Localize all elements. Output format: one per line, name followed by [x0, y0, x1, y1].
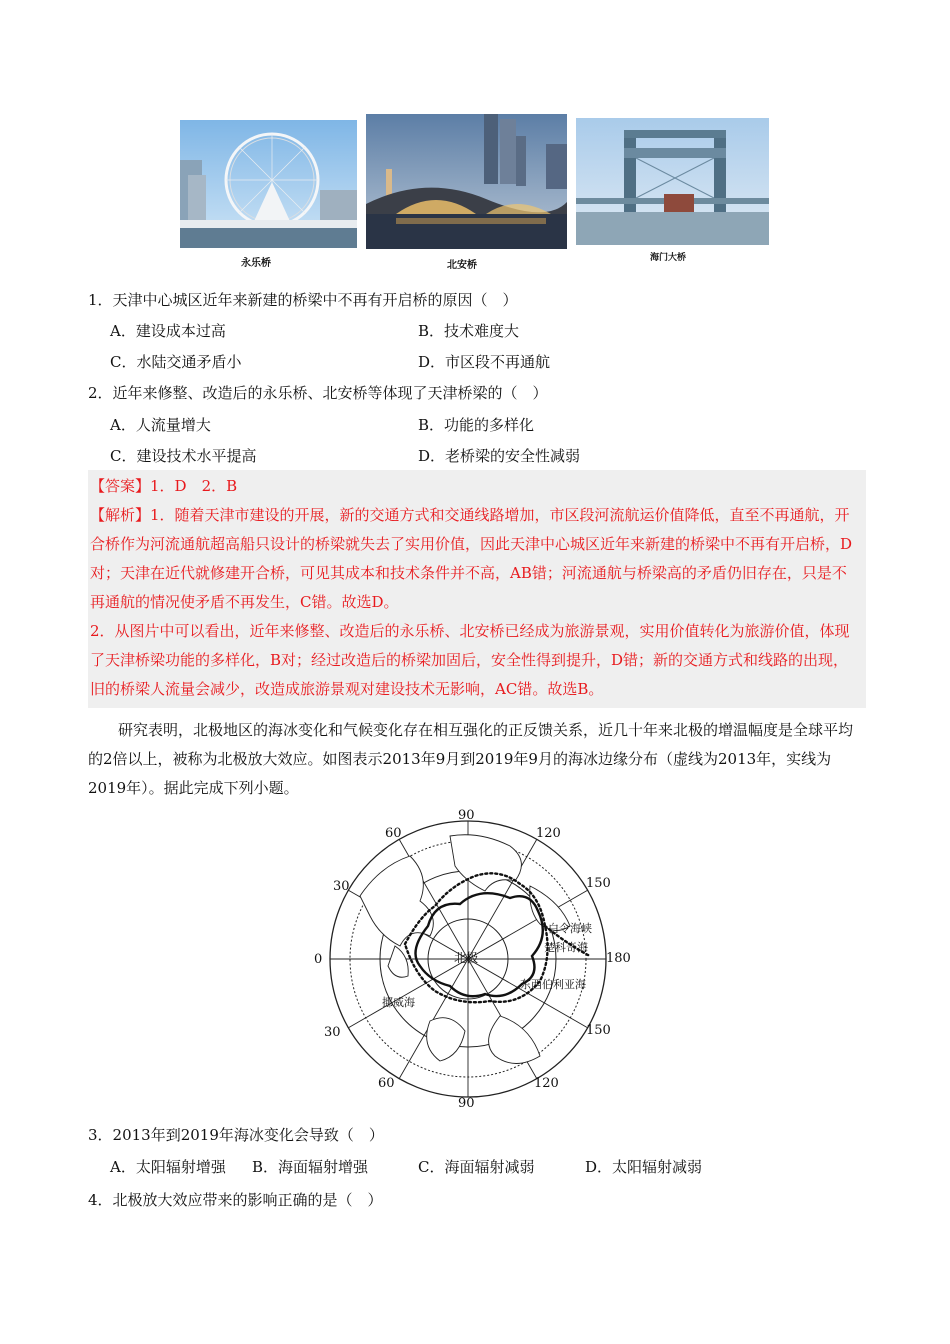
- map-label-0-left: 0: [314, 952, 323, 967]
- question-3-option-a: A．太阳辐射增强: [110, 1158, 226, 1176]
- question-1-option-c: C．水陆交通矛盾小: [110, 353, 242, 371]
- map-label-90-top: 90: [458, 808, 475, 823]
- question-3-stem: 3．2013年到2019年海冰变化会导致（ ）: [88, 1126, 384, 1144]
- map-label-siberian: 东西伯利亚海: [520, 978, 586, 991]
- photo-caption: 海门大桥: [650, 253, 687, 263]
- question-1-option-d: D．市区段不再通航: [418, 353, 551, 371]
- map-label-bering: 白令海峡: [548, 922, 592, 935]
- photo-caption: 北安桥: [447, 260, 477, 271]
- question-3-option-d: D．太阳辐射减弱: [585, 1158, 703, 1176]
- photo-haimen-bridge: [576, 118, 769, 245]
- map-label-60-tl: 60: [385, 826, 402, 841]
- question-2-option-c: C．建设技术水平提高: [110, 447, 257, 465]
- analysis-1: 【解析】1．随着天津市建设的开展，新的交通方式和交通线路增加，市区段河流航运价值降低，直至不再通航，开合桥作为河流通航超高船只设计的桥梁就失去了实用价值，因此天津中心城区近年来新建的桥梁中不再有开启桥，D对；天津在近代就修建开合桥，可见其成本和技术条件并不高，AB错；河流通航与桥梁高的矛盾仍旧存在，只是不再通航的情况使矛盾不再发生，C错。故选D。: [90, 506, 853, 611]
- arctic-sea-ice-map: [300, 806, 640, 1116]
- answer-line: 【答案】1．D 2．B: [90, 477, 238, 495]
- question-1-option-a: A．建设成本过高: [110, 322, 226, 340]
- map-label-120-tr: 120: [536, 826, 561, 841]
- photo-caption: 永乐桥: [241, 258, 271, 269]
- question-4-stem: 4．北极放大效应带来的影响正确的是（ ）: [88, 1191, 383, 1209]
- analysis-2: 2．从图片中可以看出，近年来修整、改造后的永乐桥、北安桥已经成为旅游景观，实用价值转化为旅游价值，体现了天津桥梁功能的多样化，B对；经过改造后的桥梁加固后，安全性得到提升，D错；新的交通方式和线路的出现，旧的桥梁人流量会减少，改造成旅游景观对建设技术无影响，AC错。故选B。: [90, 622, 850, 698]
- map-label-norway: 挪威海: [382, 996, 415, 1009]
- map-label-90-bottom: 90: [458, 1096, 475, 1111]
- question-3-option-c: C．海面辐射减弱: [418, 1158, 535, 1176]
- intro-paragraph: 研究表明，北极地区的海冰变化和气候变化存在相互强化的正反馈关系，近几十年来北极的增温幅度是全球平均的2倍以上，被称为北极放大效应。如图表示2013年9月到2019年9月的海冰边缘分布（虚线为2013年，实线为2019年）。据此完成下列小题。: [88, 721, 854, 797]
- map-label-150-br: 150: [586, 1023, 611, 1038]
- question-2-option-a: A．人流量增大: [110, 416, 211, 434]
- answer-block: [88, 470, 866, 708]
- question-1-stem: 1．天津中心城区近年来新建的桥梁中不再有开启桥的原因（ ）: [88, 291, 518, 309]
- photo-beian-bridge: [366, 114, 567, 249]
- question-3-option-b: B．海面辐射增强: [252, 1158, 369, 1176]
- map-label-chukchi: 楚科奇海: [544, 941, 588, 954]
- photo-yongle-bridge: [180, 120, 357, 248]
- question-2-stem: 2．近年来修整、改造后的永乐桥、北安桥等体现了天津桥梁的（ ）: [88, 384, 548, 402]
- map-label-30-bl: 30: [324, 1025, 341, 1040]
- map-label-120-br: 120: [534, 1076, 559, 1091]
- question-2-option-d: D．老桥梁的安全性减弱: [418, 447, 581, 465]
- question-2-option-b: B．功能的多样化: [418, 416, 535, 434]
- map-label-150-tr: 150: [586, 876, 611, 891]
- map-label-center: 北极: [454, 951, 479, 965]
- question-1-option-b: B．技术难度大: [418, 322, 520, 340]
- map-label-60-bl: 60: [378, 1076, 395, 1091]
- map-label-180-right: 180: [606, 951, 631, 966]
- map-label-30-tl: 30: [333, 879, 350, 894]
